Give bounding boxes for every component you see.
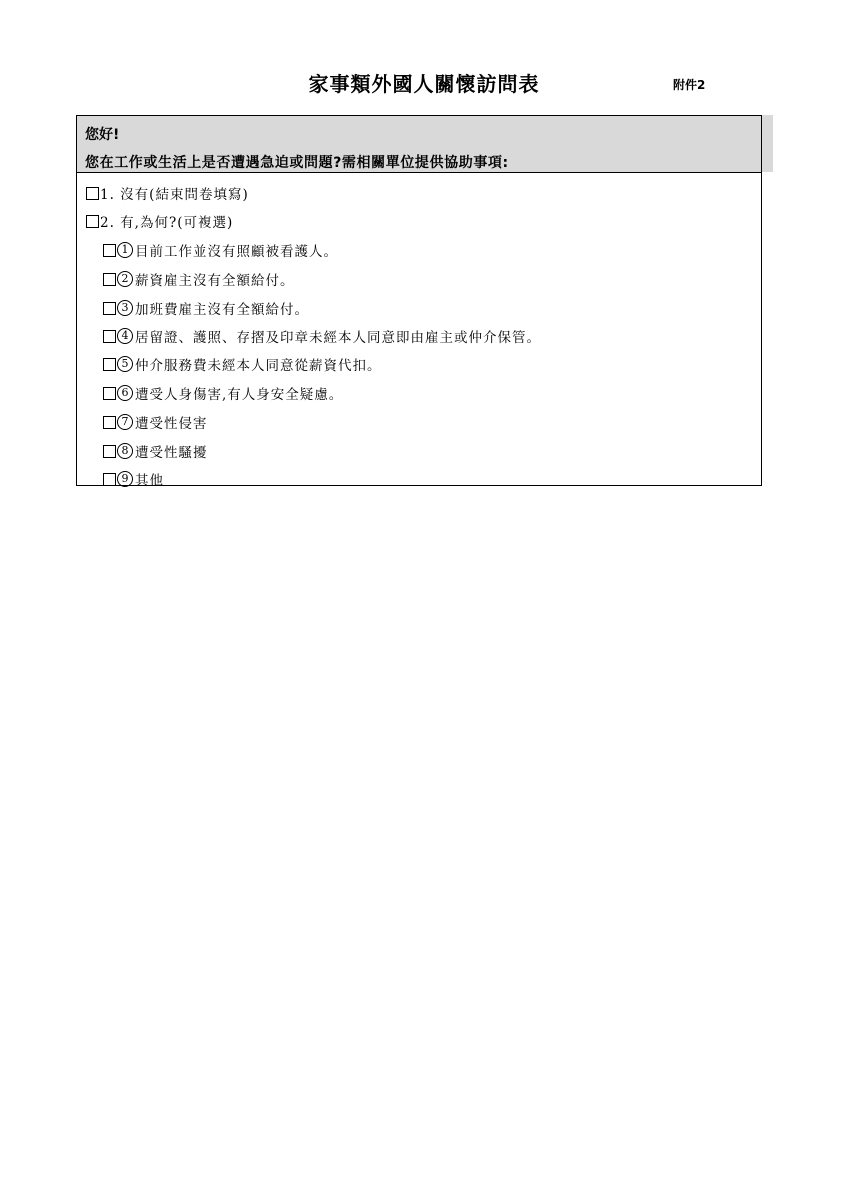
checkbox-sub-4[interactable] (103, 330, 116, 343)
circled-number-3: 3 (117, 300, 133, 316)
page-title: 家事類外國人關懷訪問表 (308, 72, 540, 96)
sub-option-2-label: 薪資雇主沒有全額給付。 (135, 273, 295, 289)
sub-option-8[interactable] (103, 441, 208, 461)
header-shadow (762, 115, 773, 172)
checkbox-sub-7[interactable] (103, 416, 116, 429)
circled-number-6: 6 (117, 385, 133, 401)
sub-option-1[interactable] (103, 240, 338, 260)
checkbox-sub-3[interactable] (103, 302, 116, 315)
option-yes[interactable] (86, 211, 233, 231)
question-header (77, 116, 761, 173)
sub-option-7[interactable] (103, 412, 208, 432)
circled-number-9: 9 (117, 471, 133, 487)
checkbox-yes[interactable] (86, 215, 99, 228)
sub-option-8-label: 遭受性騷擾 (135, 445, 208, 461)
sub-option-4-label: 居留證、護照、存摺及印章未經本人同意即由雇主或仲介保管。 (135, 330, 541, 346)
circled-number-1: 1 (117, 242, 133, 258)
sub-option-7-label: 遭受性侵害 (135, 416, 208, 432)
option-no[interactable] (86, 183, 249, 203)
sub-option-6-label: 遭受人身傷害,有人身安全疑慮。 (135, 387, 344, 403)
checkbox-sub-5[interactable] (103, 358, 116, 371)
sub-option-5-label: 仲介服務費未經本人同意從薪資代扣。 (135, 358, 382, 374)
sub-option-6[interactable] (103, 383, 343, 403)
option-no-label: 1. 沒有(結束問卷填寫) (100, 187, 249, 203)
sub-option-9-label: 其他 (135, 473, 164, 489)
sub-option-2[interactable] (103, 269, 295, 289)
circled-number-7: 7 (117, 414, 133, 430)
circled-number-8: 8 (117, 443, 133, 459)
checkbox-no[interactable] (86, 187, 99, 200)
questionnaire-form (76, 115, 762, 489)
checkbox-sub-9[interactable] (103, 473, 116, 486)
sub-option-3-label: 加班費雇主沒有全額給付。 (135, 302, 309, 318)
sub-option-1-label: 目前工作並沒有照顧被看護人。 (135, 244, 338, 260)
greeting-text: 您好! (85, 127, 120, 143)
checkbox-sub-1[interactable] (103, 244, 116, 257)
checkbox-sub-2[interactable] (103, 273, 116, 286)
sub-option-4[interactable] (103, 326, 541, 346)
attachment-label: 附件2 (673, 78, 706, 92)
sub-option-5[interactable] (103, 354, 382, 374)
checkbox-sub-8[interactable] (103, 445, 116, 458)
sub-option-3[interactable] (103, 298, 309, 318)
option-yes-label: 2. 有,為何?(可複選) (100, 215, 234, 231)
sub-option-9[interactable] (103, 469, 232, 489)
circled-number-4: 4 (117, 328, 133, 344)
checkbox-sub-6[interactable] (103, 387, 116, 400)
circled-number-2: 2 (117, 271, 133, 287)
other-fill-in-line[interactable] (166, 473, 232, 486)
circled-number-5: 5 (117, 356, 133, 372)
question-text: 您在工作或生活上是否遭遇急迫或問題?需相關單位提供協助事項: (85, 155, 509, 171)
